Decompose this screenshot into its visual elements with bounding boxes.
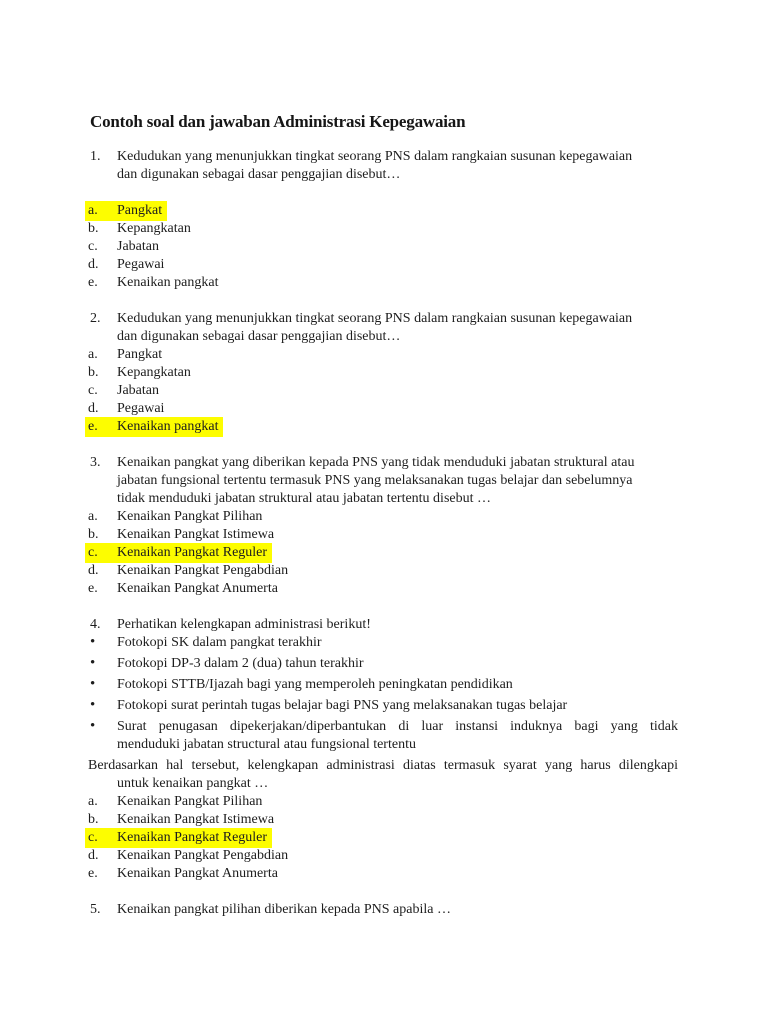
option-content (88, 382, 159, 400)
bullet-text: Fotokopi surat perintah tugas belajar bagi PNS yang melaksanakan tugas belajar (117, 698, 568, 713)
option-letter: b. (88, 365, 99, 380)
stem-line: Kedudukan yang menunjukkan tingkat seorang PNS dalam rangkaian susunan kepegawaian (117, 149, 633, 164)
option-content (88, 526, 274, 544)
bullet-item (88, 634, 678, 652)
bullet-text: Fotokopi DP-3 dalam 2 (dua) tahun terakhir (117, 656, 364, 671)
option-row (88, 847, 678, 865)
answer-highlight (86, 202, 166, 220)
option-letter: a. (88, 509, 98, 524)
question-number: 3. (90, 455, 101, 470)
answer-highlight (86, 544, 271, 562)
bullet-text: menduduki jabatan structural atau fungsional tertentu (117, 737, 416, 752)
option-content (88, 580, 278, 598)
option-text: Kenaikan Pangkat Reguler (117, 545, 268, 560)
stem-line: Perhatikan kelengkapan administrasi berikut! (117, 617, 371, 632)
question-4-closing (88, 757, 678, 793)
closing-line: Berdasarkan hal tersebut, kelengkapan administrasi diatas termasuk syarat yang harus dilengkapi (88, 758, 678, 773)
option-row (88, 508, 678, 526)
option-text: Kenaikan Pangkat Pengabdian (117, 563, 289, 578)
option-text: Kenaikan Pangkat Pengabdian (117, 848, 289, 863)
question-2 (88, 310, 678, 436)
option-content (88, 793, 262, 811)
option-row (88, 400, 678, 418)
option-row (88, 238, 678, 256)
question-number: 2. (90, 311, 101, 326)
option-letter: b. (88, 812, 99, 827)
option-row (88, 220, 678, 238)
answer-highlight (86, 418, 222, 436)
blank-line (88, 184, 678, 202)
option-content (88, 811, 274, 829)
option-text: Kenaikan Pangkat Pilihan (117, 509, 263, 524)
option-letter: a. (88, 203, 98, 218)
answer-highlight (86, 829, 271, 847)
question-number: 1. (90, 149, 101, 164)
option-row (88, 256, 678, 274)
question-1-stem (88, 148, 678, 184)
option-letter: b. (88, 221, 99, 236)
option-row (88, 202, 678, 220)
stem-line: Kenaikan pangkat pilihan diberikan kepada PNS apabila … (117, 902, 451, 917)
bullet-text: Surat penugasan dipekerjakan/diperbantukan di luar instansi induknya bagi yang tidak (117, 719, 678, 734)
option-content (88, 865, 278, 883)
bullet-icon: • (90, 718, 96, 734)
question-5-stem (88, 901, 678, 919)
option-row (88, 544, 678, 562)
option-text: Pangkat (117, 203, 163, 218)
option-text: Kenaikan Pangkat Anumerta (117, 866, 278, 881)
stem-line: Kenaikan pangkat yang diberikan kepada PNS yang tidak menduduki jabatan struktural atau (117, 455, 635, 470)
bullet-text: Fotokopi STTB/Ijazah bagi yang memperoleh peningkatan pendidikan (117, 677, 513, 692)
bullet-icon: • (90, 655, 96, 671)
option-text: Pangkat (117, 347, 163, 362)
option-letter: c. (88, 239, 98, 254)
option-text: Kenaikan Pangkat Pilihan (117, 794, 263, 809)
option-letter: a. (88, 347, 98, 362)
question-number: 5. (90, 902, 101, 917)
stem-line: Kedudukan yang menunjukkan tingkat seorang PNS dalam rangkaian susunan kepegawaian (117, 311, 633, 326)
option-row (88, 346, 678, 364)
option-row (88, 418, 678, 436)
bullet-text: Fotokopi SK dalam pangkat terakhir (117, 635, 322, 650)
option-row (88, 865, 678, 883)
option-text: Pegawai (117, 401, 165, 416)
option-letter: c. (88, 545, 98, 560)
question-4-stem (88, 616, 678, 634)
bullet-item (88, 655, 678, 673)
option-letter: e. (88, 275, 98, 290)
bullet-icon: • (90, 634, 96, 650)
blank-line (88, 436, 678, 454)
stem-line: jabatan fungsional tertentu termasuk PNS yang melaksanakan tugas belajar dan sebelumnya (117, 473, 633, 488)
bullet-item (88, 676, 678, 694)
option-letter: d. (88, 563, 99, 578)
option-text: Jabatan (117, 239, 159, 254)
option-text: Jabatan (117, 383, 159, 398)
closing-line: untuk kenaikan pangkat … (117, 776, 269, 791)
option-text: Kenaikan Pangkat Istimewa (117, 812, 275, 827)
question-4 (88, 616, 678, 883)
bullet-icon: • (90, 676, 96, 692)
stem-line: tidak menduduki jabatan struktural atau jabatan tertentu disebut … (117, 491, 492, 506)
option-row (88, 364, 678, 382)
option-content (88, 220, 191, 238)
option-letter: e. (88, 419, 98, 434)
option-content (88, 847, 288, 865)
option-letter: a. (88, 794, 98, 809)
option-row (88, 580, 678, 598)
stem-line: dan digunakan sebagai dasar penggajian disebut… (117, 329, 401, 344)
option-row (88, 562, 678, 580)
blank-line (88, 292, 678, 310)
option-content (88, 238, 159, 256)
option-text: Kepangkatan (117, 221, 191, 236)
option-content (88, 508, 262, 526)
question-2-stem (88, 310, 678, 346)
option-letter: c. (88, 383, 98, 398)
blank-line (88, 598, 678, 616)
option-text: Kenaikan Pangkat Istimewa (117, 527, 275, 542)
blank-line (88, 883, 678, 901)
option-text: Kenaikan pangkat (117, 419, 219, 434)
document-content (88, 111, 678, 919)
option-content (88, 562, 288, 580)
option-row (88, 793, 678, 811)
option-row (88, 274, 678, 292)
option-letter: d. (88, 257, 99, 272)
option-text: Pegawai (117, 257, 165, 272)
option-content (88, 256, 164, 274)
option-text: Kenaikan pangkat (117, 275, 219, 290)
option-row (88, 526, 678, 544)
question-3-stem (88, 454, 678, 508)
option-letter: b. (88, 527, 99, 542)
question-1 (88, 148, 678, 292)
option-text: Kenaikan Pangkat Reguler (117, 830, 268, 845)
option-content (88, 400, 164, 418)
question-5 (88, 901, 678, 919)
option-content (88, 274, 218, 292)
option-content (88, 364, 191, 382)
option-text: Kepangkatan (117, 365, 191, 380)
question-number: 4. (90, 617, 101, 632)
document-title: Contoh soal dan jawaban Administrasi Kepegawaian (90, 112, 466, 131)
option-letter: e. (88, 581, 98, 596)
option-row (88, 829, 678, 847)
option-row (88, 811, 678, 829)
option-text: Kenaikan Pangkat Anumerta (117, 581, 278, 596)
option-letter: d. (88, 848, 99, 863)
option-letter: e. (88, 866, 98, 881)
bullet-icon: • (90, 697, 96, 713)
option-letter: c. (88, 830, 98, 845)
question-3 (88, 454, 678, 598)
stem-line: dan digunakan sebagai dasar penggajian disebut… (117, 167, 401, 182)
option-letter: d. (88, 401, 99, 416)
option-row (88, 382, 678, 400)
bullet-item (88, 718, 678, 754)
option-content (88, 346, 162, 364)
bullet-item (88, 697, 678, 715)
